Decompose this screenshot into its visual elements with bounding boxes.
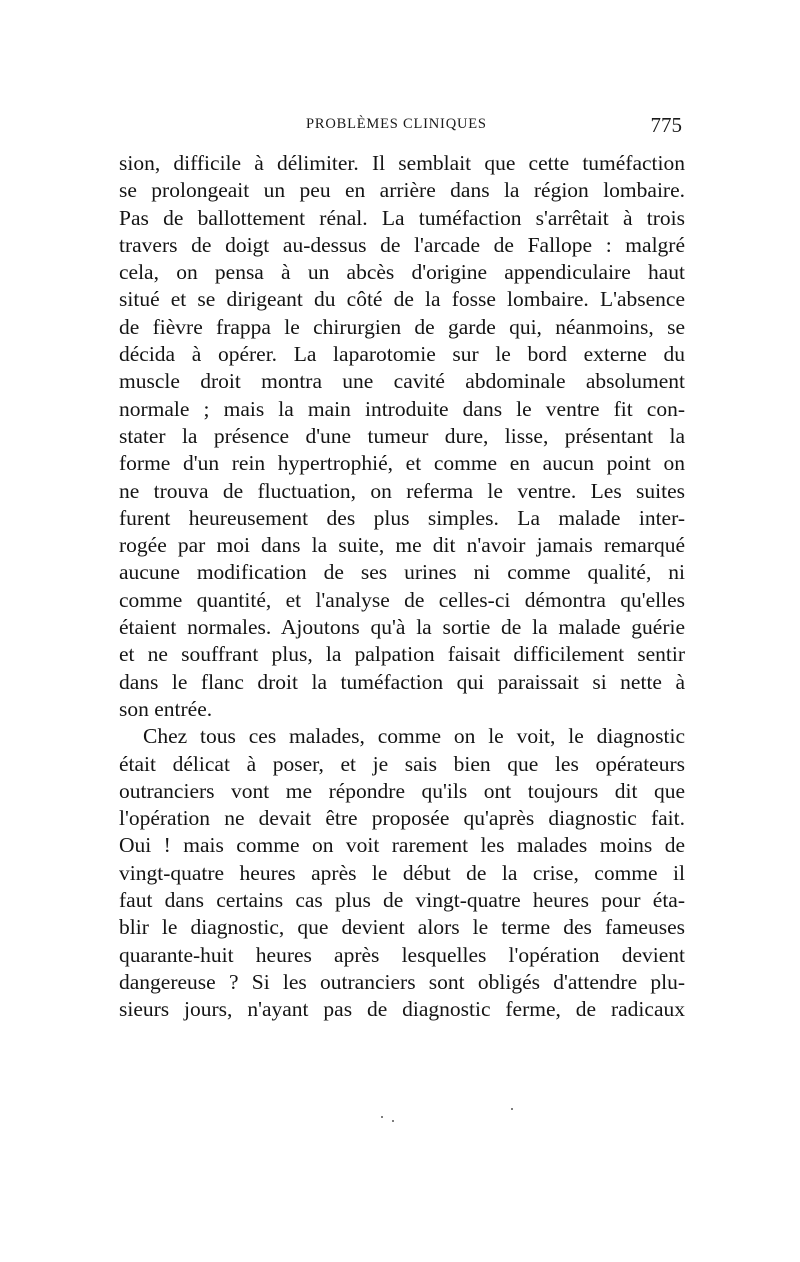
text-line: normale ; mais la main introduite dans le ventre fit con- (119, 396, 685, 421)
text-line: blir le diagnostic, que devient alors le terme des fameuses (119, 915, 685, 940)
text-line: et ne souffrant plus, la palpation faisait difficilement sentir (119, 642, 685, 667)
text-line: faut dans certains cas plus de vingt-quatre heures pour éta- (119, 888, 685, 913)
text-line: dans le flanc droit la tuméfaction qui paraissait si nette à (119, 669, 685, 694)
text-line: étaient normales. Ajoutons qu'à la sortie de la malade guérie (119, 615, 685, 640)
text-line: stater la présence d'une tumeur dure, lisse, présentant la (119, 423, 685, 448)
text-line: sieurs jours, n'ayant pas de diagnostic ferme, de radicaux (119, 997, 685, 1022)
paragraph-2 (119, 723, 685, 1023)
text-line: rogée par moi dans la suite, me dit n'avoir jamais remarqué (119, 533, 685, 558)
text-line: Oui ! mais comme on voit rarement les malades moins de (119, 833, 685, 858)
print-speck (511, 1108, 513, 1110)
page-number: 775 (650, 113, 682, 137)
text-line: comme quantité, et l'analyse de celles-ci démontra qu'elles (119, 587, 685, 612)
text-line: cela, on pensa à un abcès d'origine appendiculaire haut (119, 260, 685, 285)
text-line: se prolongeait un peu en arrière dans la région lombaire. (119, 178, 685, 203)
text-line: ne trouva de fluctuation, on referma le ventre. Les suites (119, 478, 685, 503)
running-header (118, 114, 684, 138)
text-line: travers de doigt au-dessus de l'arcade de Fallope : malgré (119, 232, 685, 257)
text-line: sion, difficile à délimiter. Il semblait que cette tuméfaction (119, 151, 685, 175)
text-line: muscle droit montra une cavité abdominale absolument (119, 369, 685, 394)
running-title: PROBLÈMES CLINIQUES (306, 116, 487, 132)
text-line: décida à opérer. La laparotomie sur le bord externe du (119, 342, 685, 367)
body-text (119, 150, 685, 1024)
print-speck (381, 1116, 383, 1118)
text-line: était délicat à poser, et je sais bien que les opérateurs (119, 751, 685, 776)
print-speck (392, 1120, 394, 1122)
text-line: Pas de ballottement rénal. La tuméfaction s'arrêtait à trois (119, 205, 685, 230)
text-line: Chez tous ces malades, comme on le voit, le diagnostic (143, 724, 685, 749)
paragraph-1 (119, 150, 685, 723)
text-line: aucune modification de ses urines ni comme qualité, ni (119, 560, 685, 585)
text-line: situé et se dirigeant du côté de la fosse lombaire. L'absence (119, 287, 685, 312)
text-line: de fièvre frappa le chirurgien de garde qui, néanmoins, se (119, 314, 685, 339)
text-line: forme d'un rein hypertrophié, et comme en aucun point on (119, 451, 685, 476)
text-line: furent heureusement des plus simples. La malade inter- (119, 505, 685, 530)
text-line: vingt-quatre heures après le début de la crise, comme il (119, 860, 685, 885)
text-line: dangereuse ? Si les outranciers sont obligés d'attendre plu- (119, 969, 685, 994)
text-line: son entrée. (119, 696, 213, 721)
text-line: quarante-huit heures après lesquelles l'opération devient (119, 942, 685, 967)
text-line: l'opération ne devait être proposée qu'après diagnostic fait. (119, 806, 685, 831)
text-line: outranciers vont me répondre qu'ils ont toujours dit que (119, 778, 685, 803)
